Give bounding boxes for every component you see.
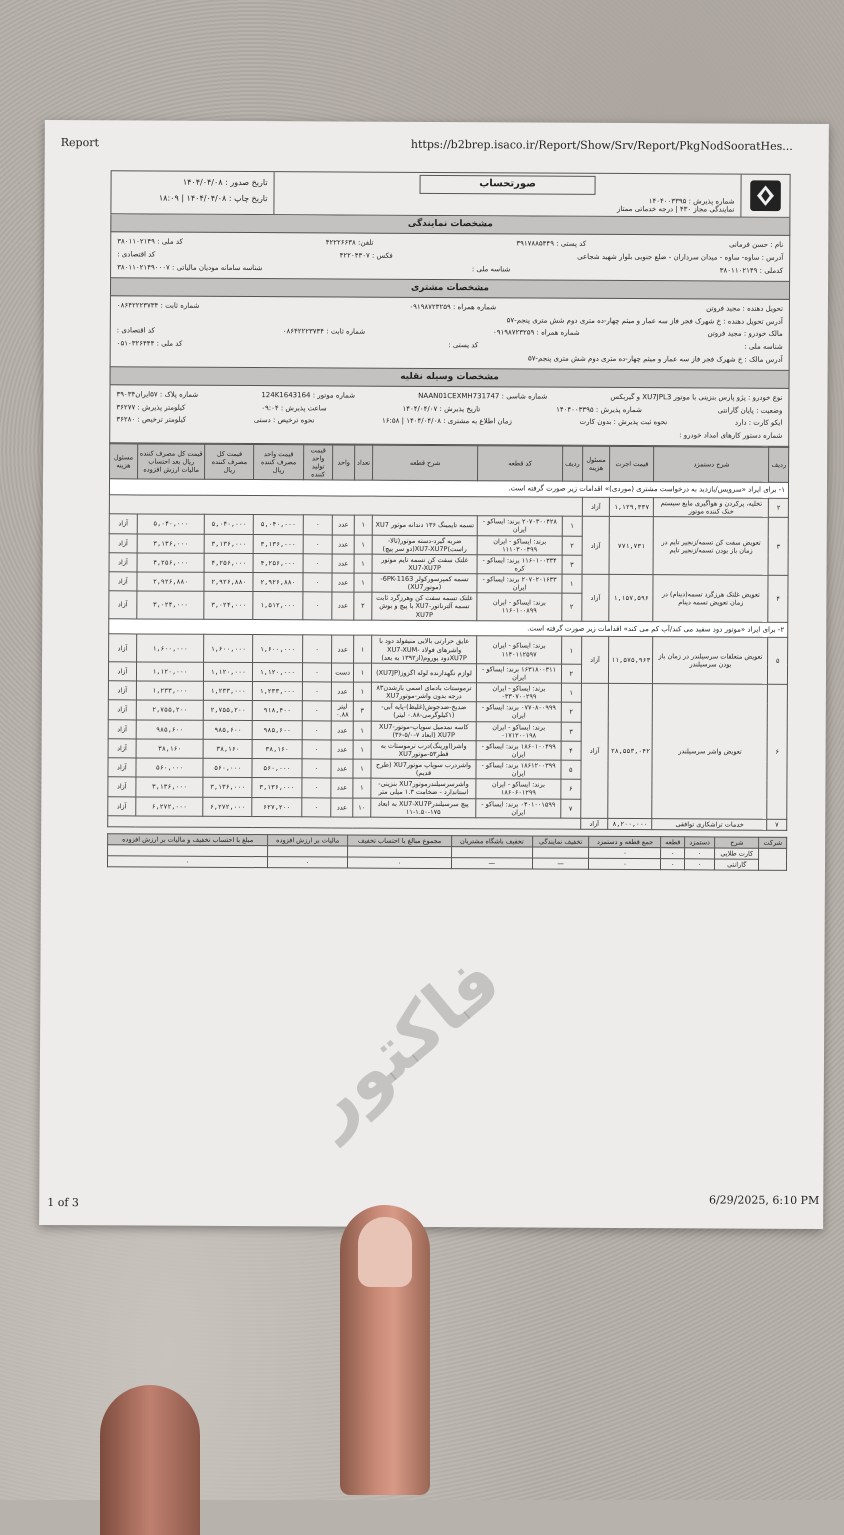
part-unit-price: ۰ (302, 797, 332, 816)
km-out: کیلومتر ترخیص : ۳۶۲۸۰ (116, 415, 187, 424)
summary-cell: ۰ (589, 858, 661, 870)
part-cons-price: ۳۸,۱۶۰ (252, 739, 302, 759)
summary-cell (451, 847, 532, 859)
service-table (107, 443, 789, 831)
labor-price: ۱۱,۵۷۵,۹۶۳ (609, 637, 653, 684)
part-resp: آزاد (108, 796, 136, 815)
deliverer: تحویل دهنده : مجید فروتن (706, 304, 783, 313)
part-unit: عدد (331, 759, 353, 778)
labor-resp: آزاد (580, 818, 608, 829)
part-qty: ۱ (354, 635, 372, 662)
agency-national: کد ملی : ۳۸۰۱۱۰۲۱۴۹ (117, 237, 183, 246)
part-row-num: ۲ (562, 593, 582, 620)
vehicle-recv-time: ساعت پذیرش : ۰۹:۰۴ (261, 403, 327, 412)
part-code: برند: ایساکو - ایران ۱۸۶۰۶۰۱۲۹۹ (476, 779, 561, 799)
part-row-num: ۵ (561, 760, 581, 779)
agency-fax: فکس : ۴۲۲۰۴۳۰۷ (339, 251, 393, 260)
labor-row-num: ۴ (768, 575, 788, 622)
part-unit: عدد (332, 592, 354, 619)
owner-mobile: شماره همراه : ۰۹۱۹۸۷۲۳۲۵۹ (492, 328, 580, 338)
isaco-logo (740, 175, 789, 217)
part-cons-price: ۱,۲۳۳,۰۰۰ (253, 682, 303, 702)
reception-number: شماره پذیرش : ۱۴۰۴۰۰۳۳۹۵ (648, 196, 735, 206)
part-total-after: ۱,۶۰۰,۰۰۰ (136, 634, 204, 662)
part-total: ۱,۶۰۰,۰۰۰ (204, 635, 253, 663)
part-total-after: ۳۸,۱۶۰ (136, 739, 204, 759)
th-cons-price: قیمت واحد مصرف کننده ریال (254, 444, 304, 480)
part-cons-price: ۹۸۵,۶۰۰ (252, 720, 302, 740)
part-total: ۱,۲۳۳,۰۰۰ (204, 681, 253, 701)
part-qty: ۱ (353, 663, 371, 682)
part-qty: ۱ (353, 778, 371, 797)
labor-resp: آزاد (581, 637, 609, 684)
part-code: ۱۸۶۱۲۰۰۳۹۹ برند: ایساکو - ایران (476, 760, 561, 780)
part-unit: عدد (332, 573, 354, 592)
invoice-title: صورتحساب (420, 175, 596, 194)
summary-cell: — (532, 858, 589, 869)
agency-tax-id: شناسه سامانه مودیان مالیاتی : ۳۸۰۱۱۰۲۱۴۹۰۰۰۷ (117, 263, 263, 272)
rescue-orders: شماره دستور کارهای امداد خودرو : (679, 431, 783, 440)
part-cons-price: ۵,۰۴۰,۰۰۰ (253, 515, 303, 535)
th-rowp: ردیف (563, 446, 583, 482)
part-unit: عدد (331, 740, 353, 759)
part-row-num: ۲ (561, 664, 581, 683)
part-total: ۳,۱۳۶,۰۰۰ (203, 778, 252, 798)
part-row-num: ۶ (561, 779, 581, 798)
part-total: ۵۶۰,۰۰۰ (203, 758, 252, 778)
th-part-desc: شرح قطعه (373, 445, 478, 481)
summary-cell: ۰ (268, 857, 348, 869)
km-in: کیلومتر پذیرش : ۳۶۲۷۷ (116, 402, 186, 412)
part-unit-price: ۰ (302, 682, 332, 701)
agency-section-title: مشخصات نمایندگی (110, 214, 790, 236)
part-total-after: ۵,۰۴۰,۰۰۰ (137, 514, 205, 534)
group-2-title: ۲- برای ایراد «موتور دود سفید می کند/آب کم می کند» اقدامات زیر صورت گرفته است. (109, 618, 788, 637)
summary-header: تخفیف باشگاه مشتریان (452, 835, 533, 847)
vehicle-engine: شماره موتور : 124K1643164 (261, 390, 355, 400)
summary-header: قطعه (661, 837, 685, 848)
summary-cell: ۰ (684, 859, 714, 870)
part-row-num: ۷ (561, 799, 581, 818)
print-date: تاریخ چاپ : ۱۴۰۴/۰۴/۰۸ | ۱۸:۰۹ (158, 193, 268, 204)
labor-resp: آزاد (582, 497, 610, 516)
part-resp: آزاد (109, 572, 137, 591)
part-desc: ضربه گیرد-دسته موتور(تالا-راست)XU7-XU7P(دو سر پیچ) (372, 535, 477, 555)
part-desc: ترموستات بادمای اسمی بازشدن۸۳ درجه بدون واشر-موتورXU7 (371, 682, 476, 702)
part-row-num: ۱ (562, 637, 582, 664)
part-qty: ۱ (354, 535, 372, 554)
vehicle-recv-no: شماره پذیرش : ۱۴۰۴۰۰۳۳۹۵ (556, 405, 642, 414)
vehicle-plate: شماره پلاک : ۵۷ایران۳۹۰۳۴ (116, 390, 199, 399)
part-qty: ۲ (354, 592, 372, 619)
summary-header: تخفیف نمایندگی (532, 836, 589, 847)
part-cons-price: ۴,۲۵۶,۰۰۰ (253, 553, 303, 573)
part-qty: ۳ (353, 701, 371, 720)
part-unit-price: ۰ (302, 759, 332, 778)
agency-address: آدرس : ساوه- ساوه - میدان سرداران - ضلع جنوبی بلوار شهید شجاعی (577, 252, 784, 262)
part-total-after: ۶,۲۷۲,۰۰۰ (136, 796, 204, 816)
part-desc: تسمه کمپرسورکولر 6PK-1163-(موتورXU7) (372, 573, 477, 593)
labor-desc: تعویض واشر سرسیلندر (652, 684, 768, 819)
part-desc: پیچ سرسیلندرXU7-XU7P به ابعاد ۱۷۵-۱.۵۰-۱۱ (371, 798, 476, 818)
summary-header: دستمزد (685, 837, 715, 848)
part-total: ۱,۱۲۰,۰۰۰ (204, 662, 253, 682)
labor-price: ۲۸,۵۵۳,۰۴۲ (608, 683, 653, 818)
th-resp2: مسئول هزینه (110, 444, 138, 480)
part-code: ۱۸۶۰۱۰۰۴۹۹ برند: ایساکو - ایران (476, 740, 561, 760)
part-code: برند: ایساکو - ایران ۱۱۱۰۳۰۰۴۹۹ (477, 535, 562, 555)
vehicle-chassis: شماره شاسی : NAAN01CEXMH731747 (418, 391, 548, 401)
part-code: ۰۷۷۰۸۰۰۹۹۹ برند: ایساکو - ایران (476, 702, 561, 722)
labor-price: ۱,۱۲۹,۳۳۷ (610, 497, 654, 516)
summary-cell: ۰ (685, 848, 715, 859)
labor-row-num: ۶ (767, 684, 787, 819)
part-qty: ۱ (353, 682, 371, 701)
eco-card: ایکو کارت : دارد (734, 418, 783, 428)
warranty-status: وضعیت : پایان گارانتی (717, 405, 783, 415)
part-resp: آزاد (108, 700, 136, 719)
agency-grade: نمایندگی مجاز ۴۳۰ | درجه خدماتی ممتاز (616, 205, 735, 214)
part-total: ۵,۰۴۰,۰۰۰ (205, 515, 254, 535)
th-unit: واحد (333, 445, 355, 481)
vehicle-type: نوع خودرو : پژو پارس بنزینی با موتور XU7JPL3 و گیربکس (610, 392, 783, 402)
labor-resp: آزاد (580, 683, 608, 818)
labor-row (108, 816, 787, 831)
part-code: ۱۶۳۱۸۰۰۳۱۱ برند: ایساکو - ایران (476, 663, 561, 683)
summary-cell (108, 845, 268, 857)
th-qty: تعداد (354, 445, 372, 481)
empty-cell (759, 848, 787, 870)
summary-header: مجموع مبالغ با احتساب تخفیف (348, 835, 452, 847)
part-cons-price: ۵۶۰,۰۰۰ (252, 759, 302, 779)
part-resp: آزاد (109, 533, 137, 552)
th-desc: شرح دستمزد (654, 446, 769, 482)
part-unit-price: ۰ (303, 592, 333, 620)
owner-address: آدرس مالک : خ شهرک فجر فاز سه عمار و میثم چهار-ده متری دوم شش متری پنجم-۵۷ (528, 354, 783, 364)
summary-cell (348, 846, 452, 858)
thumb-finger (340, 1205, 430, 1495)
part-unit: عدد (332, 635, 354, 662)
labor-row-num: ۵ (768, 638, 788, 685)
labor-price: ۸,۲۰۰,۰۰۰ (608, 818, 652, 829)
labor-desc: تعویض متعلقات سرسیلندر در زمان باز بودن سرسیلندر (653, 637, 768, 684)
part-code: برند: ایساکو - ایران ۱۱۴۰۱۱۲۵۹۷ (477, 636, 562, 664)
summary-cell: — (451, 858, 532, 870)
customer-national: کد ملی : ۰۵۱۰۳۲۶۴۴۴ (116, 339, 183, 348)
summary-cell: ۰ (107, 856, 267, 868)
summary-cell (268, 846, 348, 858)
part-total: ۴,۲۵۶,۰۰۰ (205, 553, 254, 573)
deliverer-fixed: شماره ثابت : ۰۸۶۴۲۲۲۳۷۳۴ (116, 301, 200, 310)
summary-row (107, 856, 786, 871)
part-cons-price: ۳,۱۳۶,۰۰۰ (253, 534, 303, 554)
owner-fixed: شماره ثابت : ۰۸۶۴۲۲۲۳۷۳۴ (282, 327, 366, 336)
summary-header: مبلغ با احتساب تخفیف و مالیات بر ارزش افزوده (108, 834, 268, 846)
part-qty: ۱ (353, 740, 371, 759)
part-resp: آزاد (108, 777, 136, 796)
part-total: ۳,۰۲۴,۰۰۰ (204, 592, 253, 620)
browser-print-url: https://b2brep.isaco.ir/Report/Show/Srv/Report/PkgNodSooratHes... (410, 137, 793, 153)
summary-company-label: شرکت (759, 837, 787, 848)
table-row (109, 634, 788, 665)
part-unit-price: ۰ (302, 720, 332, 739)
part-unit: عدد (332, 534, 354, 553)
issue-date: تاریخ صدور : ۱۴۰۴/۰۴/۰۸ (182, 177, 268, 188)
part-cons-price: ۲,۹۲۶,۸۸۰ (253, 573, 303, 593)
part-desc: لوازم نگهدارنده لوله اگزوز(XU7JP) (371, 663, 476, 683)
part-unit-price: ۰ (302, 701, 332, 720)
customer-national-id: شناسه ملی : (744, 342, 783, 351)
summary-header: مالیات بر ارزش افزوده (268, 835, 348, 847)
part-unit: عدد (332, 554, 354, 573)
part-qty: ۱ (353, 721, 371, 740)
summary-cell: گارانتی (715, 859, 759, 870)
summary-cell: ۰ (661, 848, 685, 859)
part-total: ۹۸۵,۶۰۰ (204, 720, 253, 740)
labor-price: ۷۷۱,۷۳۱ (609, 517, 653, 575)
part-unit-price: ۰ (303, 554, 333, 573)
th-part-code: کد قطعه (478, 445, 563, 481)
part-cons-price: ۶۲۷,۲۰۰ (252, 797, 302, 817)
part-cons-price: ۳,۱۳۶,۰۰۰ (252, 778, 302, 798)
part-row-num: ۴ (561, 741, 581, 760)
vehicle-section-title: مشخصات وسیله نقلیه (110, 367, 790, 389)
part-row-num: ۲ (562, 536, 582, 555)
labor-desc: تعویض غلتک هرزگرد تسمه(دینام) در زمان تعویض تسمه دینام (653, 575, 768, 622)
part-resp: آزاد (109, 514, 137, 533)
empty-cell (109, 495, 582, 517)
customer-notice: زمان اطلاع به مشتری : ۱۴۰۴/۰۴/۰۸ | ۱۶:۵۸ (381, 416, 512, 426)
part-unit: عدد (332, 682, 354, 701)
customer-economic: کد اقتصادی : (116, 326, 155, 335)
labor-resp: آزاد (582, 517, 610, 575)
part-unit-price: ۰ (302, 635, 332, 663)
summary-cell: ۰ (589, 847, 661, 859)
part-code: ۰۴۰۱۰۰۱۵۹۹ برند: ایساکو - ایران (476, 798, 561, 818)
part-total: ۳,۱۳۶,۰۰۰ (205, 534, 254, 554)
part-cons-price: ۱,۱۲۰,۰۰۰ (253, 662, 303, 682)
labor-row-num: ۳ (768, 518, 788, 576)
part-qty: ۱ (354, 515, 372, 534)
part-unit: لیتر ۰.۸۸ (332, 701, 354, 720)
customer-section-title: مشخصات مشتری (110, 278, 790, 300)
summary-header: جمع قطعه و دستمزد (589, 836, 661, 848)
part-resp: آزاد (108, 758, 136, 777)
part-row-num: ۲ (561, 702, 581, 721)
part-resp: آزاد (108, 681, 136, 700)
invoice-paper (39, 120, 829, 1229)
labor-resp: آزاد (581, 574, 609, 621)
part-unit-price: ۰ (302, 663, 332, 682)
part-total: ۲,۹۲۶,۸۸۰ (204, 572, 253, 592)
invoice-header (110, 170, 790, 218)
part-row-num: ۱ (562, 574, 582, 593)
thumb-nail (358, 1217, 412, 1287)
part-code: برند: ایساکو - ایران ۱۱۶۰۱۰۰۸۹۹ (477, 593, 562, 621)
part-total-after: ۳,۱۳۶,۰۰۰ (136, 777, 204, 797)
page-counter: 1 of 3 (47, 1195, 79, 1210)
part-qty: ۱ (353, 759, 371, 778)
part-resp: آزاد (108, 662, 136, 681)
part-unit: عدد (331, 797, 353, 816)
part-total: ۳۸,۱۶۰ (204, 739, 253, 759)
vehicle-info (109, 385, 789, 447)
part-total-after: ۳,۰۲۴,۰۰۰ (137, 591, 205, 619)
th-total-after: قیمت کل مصرف کننده ریال بعد احتساب مالیات ارزش افزوده (137, 444, 205, 480)
part-unit: عدد (333, 515, 355, 534)
empty-cell (108, 816, 581, 830)
part-desc: غلتک تسمه سفت کن وهرزگرد ثابت تسمه آلترناتور-XU7 با پیچ و بوش XU7P (372, 592, 477, 620)
group-1-title: ۱- برای ایراد «سرویس/بازدید به درخواست مشتری (موردی)» اقدامات زیر صورت گرفته است. (109, 479, 788, 498)
agency-postal: کد پستی : ۳۹۱۷۸۸۵۴۴۹ (516, 239, 587, 249)
labor-row-num: ۷ (767, 819, 787, 830)
part-desc: ضدیخ-ضدجوش(غلیظ)-پایه آبی-(۱کیلوگرمی-۰.۸۸ لیتر) (371, 701, 476, 721)
invoice-document (107, 170, 791, 871)
part-unit: عدد (331, 778, 353, 797)
part-total-after: ۵۶۰,۰۰۰ (136, 758, 204, 778)
labor-row-num: ۲ (769, 498, 789, 517)
agency-economic: کد اقتصادی : (117, 250, 156, 259)
customer-postal: کد پستی : (448, 341, 479, 350)
agency-info (110, 233, 790, 282)
summary-table (107, 833, 787, 871)
isaco-logo-icon (748, 179, 782, 213)
th-total-cons: قیمت کل مصرف کننده ریال (205, 444, 254, 480)
labor-desc: تخلیه، پرکردن و هواگیری مایع سیستم خنک کننده موتور (654, 498, 769, 518)
part-unit-price: ۰ (303, 515, 333, 534)
reg-type: نحوه ثبت پذیرش : بدون کارت (579, 418, 668, 427)
part-cons-price: ۹۱۸,۴۰۰ (252, 701, 302, 721)
part-desc: عایق حرارتی بالایی منیفولد دود با واشرهای فولاد XU7-XUM-XU7Pدود پوروم(از۱۳۹۲ به بعد) (372, 636, 477, 664)
summary-cell: ۰ (661, 859, 685, 870)
labor-desc: خدمات تراشکاری توافقی (652, 818, 767, 830)
summary-cell (532, 847, 589, 858)
part-desc: کاسه نمدمیل سوپاپ-موتورXU7-XU7P (ابعاد ۷-۵/۰-۳۶) (371, 721, 476, 741)
part-resp: آزاد (108, 739, 136, 758)
summary-cell: کارت طلایی (715, 848, 759, 859)
part-code: برند: ایساکو - ایران ۰۱۷۱۲۰۰۱۹۸ (476, 721, 561, 741)
part-resp: آزاد (108, 719, 136, 738)
summary-cell: ۰ (348, 857, 452, 869)
part-code: ۲۰۷۰۲۰۱۶۳۳ برند: ایساکو - ایران (477, 574, 562, 594)
release-type: نحوه ترخیص : دستی (253, 416, 315, 425)
part-unit-price: ۰ (302, 778, 332, 797)
part-total-after: ۳,۱۳۶,۰۰۰ (137, 533, 205, 553)
agency-name: نام : حسن فرمانی (728, 240, 784, 250)
agency-phone: تلفن: ۴۲۲۲۶۶۳۸ (325, 238, 374, 247)
part-unit-price: ۰ (303, 534, 333, 553)
part-desc: غلتک سفت کن تسمه تایم موتور XU7-XU7P (372, 554, 477, 574)
part-row-num: ۳ (561, 722, 581, 741)
part-total: ۲,۷۵۵,۲۰۰ (204, 701, 253, 721)
part-qty: ۱ (354, 554, 372, 573)
th-price: قیمت اجرت (610, 446, 654, 482)
finger (100, 1385, 200, 1535)
part-row-num: ۳ (562, 555, 582, 574)
deliverer-address: آدرس تحویل دهنده : خ شهرک فجر فاز سه عمار و میثم چهار-ده متری دوم شش متری پنجم-۵۷ (506, 315, 783, 326)
part-code: برند: ایساکو - ایران ۰۳۳۰۷۰۰۲۹۹ (476, 683, 561, 703)
part-total-after: ۴,۲۵۶,۰۰۰ (137, 553, 205, 573)
deliverer-mobile: شماره همراه : ۰۹۱۹۸۷۲۳۲۵۹ (409, 302, 497, 312)
part-unit: عدد (331, 720, 353, 739)
labor-desc: تعویض سفت کن تسمه/زنجیر تایم در زمان باز بودن تسمه/زنجیر تایم (653, 517, 768, 575)
agency-national2: کدملی : ۳۸۰۱۱۰۲۱۴۹ (719, 266, 784, 275)
print-datetime: 6/29/2025, 6:10 PM (708, 1193, 820, 1208)
summary-header: شرح (715, 837, 759, 848)
part-total: ۶,۲۷۲,۰۰۰ (203, 797, 252, 817)
labor-price: ۱,۱۵۷,۵۹۶ (609, 574, 653, 621)
watermark: فاکتور (289, 939, 516, 1147)
th-unit-price: قیمت واحد تولید کننده (303, 445, 333, 481)
th-row: ردیف (769, 447, 789, 483)
part-total-after: ۱,۲۳۳,۰۰۰ (136, 681, 204, 701)
part-desc: واشردرب سوپاپ موتورXU7 (طرح قدیم) (371, 759, 476, 779)
th-resp: مسئول هزینه (582, 446, 610, 482)
agency-national-id: شناسه ملی : (471, 264, 511, 274)
owner-name: مالک خودرو : مجید فروتن (707, 329, 783, 339)
part-desc: واشر(اورینگ)درب ترموستات به قطر۵۳-موتورXU7 (371, 740, 476, 760)
part-cons-price: ۱,۵۱۲,۰۰۰ (253, 592, 303, 620)
vehicle-recv-date: تاریخ پذیرش : ۱۴۰۴/۰۴/۰۷ (402, 404, 481, 413)
part-resp: آزاد (109, 553, 137, 572)
part-total-after: ۱,۱۲۰,۰۰۰ (136, 662, 204, 682)
part-resp: آزاد (109, 634, 137, 662)
part-code: ۱۱۶۰۱۰۰۳۳۴ برند: ایساکو - کره (477, 554, 562, 574)
part-total-after: ۹۸۵,۶۰۰ (136, 719, 204, 739)
part-row-num: ۱ (561, 683, 581, 702)
browser-print-title: Report (60, 136, 99, 150)
part-row-num: ۱ (562, 516, 582, 535)
customer-info (110, 296, 790, 370)
part-total-after: ۲,۹۲۶,۸۸۰ (137, 572, 205, 592)
part-unit-price: ۰ (303, 573, 333, 592)
part-code: ۲۰۷۰۳۰۰۴۲۸ برند: ایساکو - ایران (477, 516, 562, 536)
part-unit-price: ۰ (302, 740, 332, 759)
part-unit: دست (332, 663, 354, 682)
part-resp: آزاد (109, 591, 137, 619)
part-desc: واشرسرسیلندرموتورXU7 بنزینی- استاندارد - ضخامت ۱.۳ میلی متر (371, 778, 476, 798)
part-qty: ۱۰ (353, 798, 371, 817)
part-cons-price: ۱,۶۰۰,۰۰۰ (253, 635, 303, 663)
part-total-after: ۲,۷۵۵,۲۰۰ (136, 700, 204, 720)
part-desc: تسمه تایمینگ ۱۳۶ دندانه موتور XU7 (372, 515, 477, 535)
part-qty: ۱ (354, 573, 372, 592)
